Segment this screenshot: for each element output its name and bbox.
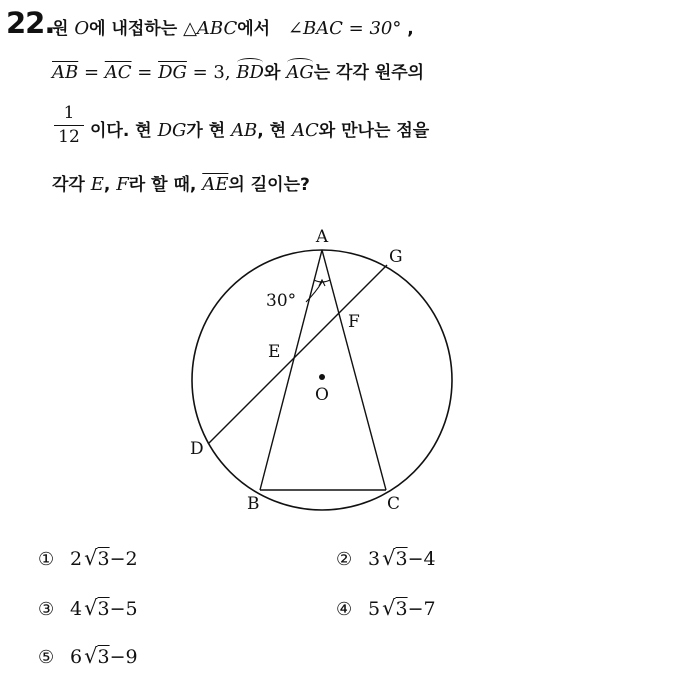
geometry-figure: [180, 222, 480, 522]
label-e: E: [268, 342, 281, 362]
math-arc-ag: AG: [286, 62, 314, 83]
radical-sign-icon: √: [382, 546, 396, 570]
text: 라 할 때,: [128, 175, 203, 195]
choice-coefficient: 2: [70, 548, 83, 570]
math-equals-3: = 3,: [186, 62, 237, 83]
choice-rest: −4: [407, 548, 436, 570]
text: 와: [263, 63, 287, 83]
problem-line-4: [52, 170, 310, 195]
radical-sign-icon: √: [84, 596, 98, 620]
text: ,: [103, 175, 117, 195]
choice-marker: ③: [38, 599, 55, 620]
radicand: 3: [395, 598, 408, 620]
math-point-f: F: [116, 174, 129, 195]
math-triangle-abc: △ABC: [183, 18, 238, 39]
text: 각각: [52, 175, 91, 195]
choice-rest: −9: [109, 646, 138, 668]
math-segment-dg: $\overline{DG}$: [158, 62, 187, 83]
label-f: F: [348, 312, 360, 332]
text: 는 각각 원주의: [313, 63, 425, 83]
chord-dg: [208, 265, 387, 444]
sqrt-expression: [84, 596, 109, 620]
text: 이다. 현: [90, 121, 158, 141]
math-equals: =: [78, 62, 105, 83]
text: 와 만나는 점을: [318, 121, 430, 141]
choice-coefficient: 3: [368, 548, 381, 570]
math-chord-ab: AB: [231, 120, 258, 141]
choice-1[interactable]: [38, 546, 138, 570]
sqrt-expression: [382, 596, 407, 620]
choice-marker: ②: [336, 549, 353, 570]
math-arc-bd: BD: [236, 62, 264, 83]
radicand: 3: [97, 646, 110, 668]
choice-coefficient: 4: [70, 598, 83, 620]
choice-marker: ④: [336, 599, 353, 620]
radical-sign-icon: √: [84, 644, 98, 668]
text: ,: [401, 19, 414, 39]
label-c: C: [387, 494, 401, 514]
text: 원: [52, 19, 75, 39]
text: 에서: [237, 19, 277, 39]
choice-rest: −2: [109, 548, 138, 570]
chord-ab: [260, 250, 322, 490]
fraction-numerator: 1: [63, 103, 75, 123]
problem-line-3: [90, 116, 429, 141]
math-segment-ab: $\overline{AB}$: [52, 62, 79, 83]
problem-line-1: [52, 14, 414, 39]
label-g: G: [389, 247, 403, 267]
choice-marker: ⑤: [38, 647, 55, 668]
text: 에 내접하는: [89, 19, 184, 39]
radicand: 3: [395, 548, 408, 570]
label-o: O: [315, 385, 329, 405]
choice-coefficient: 5: [368, 598, 381, 620]
chord-ac: [322, 250, 386, 490]
fraction-1-12: [54, 103, 84, 147]
text: 가 현: [186, 121, 232, 141]
choice-coefficient: 6: [70, 646, 83, 668]
radicand: 3: [97, 598, 110, 620]
label-b: B: [247, 494, 260, 514]
radical-sign-icon: √: [84, 546, 98, 570]
math-equals: =: [131, 62, 159, 83]
label-a: A: [315, 227, 329, 247]
problem-line-2: [52, 58, 424, 83]
math-chord-dg: DG: [157, 120, 187, 141]
math-angle-bac: ∠BAC = 30°: [287, 18, 402, 39]
sqrt-expression: [382, 546, 407, 570]
fraction-bar: [54, 125, 84, 126]
radicand: 3: [97, 548, 110, 570]
sqrt-expression: [84, 546, 109, 570]
angle-label-30: 30°: [266, 291, 297, 311]
math-chord-ac: AC: [292, 120, 319, 141]
choice-3[interactable]: [38, 596, 138, 620]
math-segment-ac: $\overline{AC}$: [104, 62, 132, 83]
label-d: D: [190, 439, 204, 459]
math-point-e: E: [90, 174, 104, 195]
question-number: 22.: [6, 6, 55, 40]
choice-4[interactable]: [336, 596, 436, 620]
choice-2[interactable]: [336, 546, 436, 570]
choice-marker: ①: [38, 549, 55, 570]
math-circle-o: O: [74, 18, 90, 39]
fraction-denominator: 12: [58, 127, 80, 147]
choice-5[interactable]: [38, 644, 138, 668]
text: 의 길이는?: [228, 175, 310, 195]
center-point-o: [319, 374, 325, 380]
choice-rest: −5: [109, 598, 138, 620]
math-segment-ae: $\overline{AE}$: [202, 174, 229, 195]
sqrt-expression: [84, 644, 109, 668]
text: , 현: [257, 121, 293, 141]
choice-rest: −7: [407, 598, 436, 620]
radical-sign-icon: √: [382, 596, 396, 620]
